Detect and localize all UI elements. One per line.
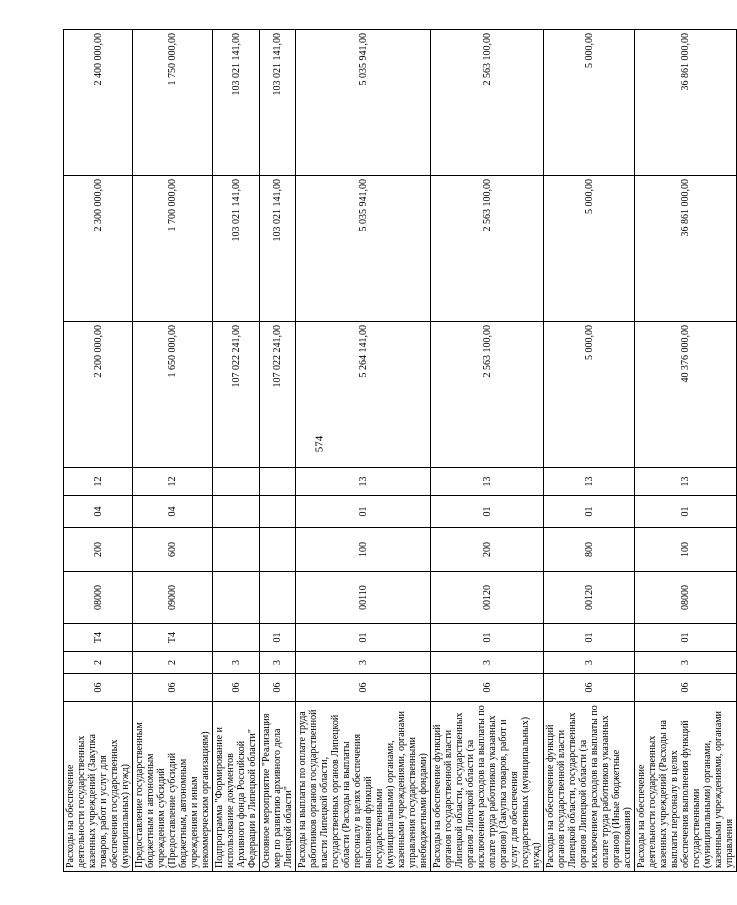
table-row <box>213 30 260 872</box>
code-direction: 08000 <box>64 572 133 624</box>
row-description: Расходы на выплаты по оплате труда работников органов государственной власти Липецкой области, государственных органов Липецкой области (Расходы на выплаты персоналу в целях обеспечения выполнения функций государственными (муниципальными) органами, казенными учреждениями, органами управления государственными внебюджетными фондами) <box>296 702 431 872</box>
code-program: 06 <box>213 674 260 702</box>
table-row <box>635 30 737 872</box>
table-row <box>431 30 544 872</box>
amount-year-2: 36 861 000,00 <box>635 176 737 322</box>
amount-year-2: 1 700 000,00 <box>133 176 213 322</box>
table-row <box>64 30 133 872</box>
code-event: 01 <box>260 624 296 652</box>
row-description: Предоставление государственным бюджетным и автономным учреждениям субсидий (Предоставление субсидий бюджетным, автономным учреждениям и иным некоммерческим организациям) <box>133 702 213 872</box>
amount-year-3: 1 750 000,00 <box>133 30 213 176</box>
amount-year-1: 5 264 141,00 <box>296 322 431 468</box>
amount-year-1: 107 022 241,00 <box>213 322 260 468</box>
code-program: 06 <box>64 674 133 702</box>
row-description: Расходы на обеспечение функций органов государственной власти Липецкой области, государственных органов Липецкой области (за исключением расходов на выплаты по оплате труда работников указанных органов) (Закупка товаров, работ и услуг для обеспечения государственных (муниципальных) нужд) <box>431 702 544 872</box>
table-row <box>260 30 296 872</box>
code-program: 06 <box>431 674 544 702</box>
code-section: 01 <box>431 496 544 528</box>
row-description: Подпрограмма "Формирование и использование документов Архивного фонда Российской Федерации в Липецкой области" <box>213 702 260 872</box>
code-direction <box>260 572 296 624</box>
code-program: 06 <box>544 674 635 702</box>
rotated-table-area <box>63 30 735 872</box>
code-section: 04 <box>133 496 213 528</box>
row-description: Расходы на обеспечение деятельности государственных казенных учреждений (Расходы на выплаты персоналу в целях обеспечения выполнения функций государственными (муниципальными) органами, казенными учреждениями, органами управления <box>635 702 737 872</box>
table-row <box>544 30 635 872</box>
amount-year-2: 103 021 141,00 <box>260 176 296 322</box>
amount-year-3: 103 021 141,00 <box>213 30 260 176</box>
code-subprogram: 3 <box>213 652 260 674</box>
code-expense-type: 800 <box>544 528 635 572</box>
page-number: 574 <box>313 435 326 453</box>
row-description: Основное мероприятие "Реализация мер по развитию архивного дела Липецкой области" <box>260 702 296 872</box>
code-program: 06 <box>133 674 213 702</box>
table-body <box>64 30 737 872</box>
code-subsection: 12 <box>133 468 213 496</box>
code-subprogram: 3 <box>431 652 544 674</box>
code-section: 01 <box>296 496 431 528</box>
amount-year-3: 36 861 000,00 <box>635 30 737 176</box>
amount-year-3: 2 563 100,00 <box>431 30 544 176</box>
code-subsection: 13 <box>296 468 431 496</box>
amount-year-2: 2 563 100,00 <box>431 176 544 322</box>
code-event: Т4 <box>133 624 213 652</box>
code-section <box>260 496 296 528</box>
code-subsection <box>260 468 296 496</box>
code-subsection: 13 <box>431 468 544 496</box>
amount-year-3: 2 400 000,00 <box>64 30 133 176</box>
amount-year-1: 2 200 000,00 <box>64 322 133 468</box>
code-subsection: 13 <box>544 468 635 496</box>
code-expense-type: 100 <box>296 528 431 572</box>
code-event <box>213 624 260 652</box>
table-wrap <box>63 30 735 872</box>
amount-year-1: 2 563 100,00 <box>431 322 544 468</box>
code-program: 06 <box>260 674 296 702</box>
code-event: Т4 <box>64 624 133 652</box>
row-description: Расходы на обеспечение деятельности государственных казенных учреждений (Закупка товаров, работ и услуг для обеспечения государственных (муниципальных) нужд) <box>64 702 133 872</box>
budget-table <box>63 29 737 872</box>
amount-year-1: 1 650 000,00 <box>133 322 213 468</box>
code-subsection <box>213 468 260 496</box>
code-section: 04 <box>64 496 133 528</box>
amount-year-3: 103 021 141,00 <box>260 30 296 176</box>
code-event: 01 <box>544 624 635 652</box>
code-event: 01 <box>431 624 544 652</box>
code-expense-type: 600 <box>133 528 213 572</box>
table-row <box>133 30 213 872</box>
code-expense-type <box>213 528 260 572</box>
code-expense-type: 200 <box>64 528 133 572</box>
code-event: 01 <box>296 624 431 652</box>
code-expense-type: 100 <box>635 528 737 572</box>
amount-year-1: 107 022 241,00 <box>260 322 296 468</box>
code-direction: 08000 <box>635 572 737 624</box>
code-section <box>213 496 260 528</box>
code-subprogram: 3 <box>260 652 296 674</box>
code-program: 06 <box>296 674 431 702</box>
code-direction: 00120 <box>431 572 544 624</box>
code-subsection: 13 <box>635 468 737 496</box>
code-subprogram: 3 <box>296 652 431 674</box>
code-direction: 00120 <box>544 572 635 624</box>
amount-year-2: 103 021 141,00 <box>213 176 260 322</box>
amount-year-1: 5 000,00 <box>544 322 635 468</box>
code-subprogram: 3 <box>544 652 635 674</box>
code-expense-type: 200 <box>431 528 544 572</box>
code-direction <box>213 572 260 624</box>
code-program: 06 <box>635 674 737 702</box>
amount-year-2: 2 300 000,00 <box>64 176 133 322</box>
code-subprogram: 3 <box>635 652 737 674</box>
code-direction: 09000 <box>133 572 213 624</box>
amount-year-1: 40 376 000,00 <box>635 322 737 468</box>
code-subsection: 12 <box>64 468 133 496</box>
code-direction: 00110 <box>296 572 431 624</box>
code-expense-type <box>260 528 296 572</box>
amount-year-3: 5 035 941,00 <box>296 30 431 176</box>
table-row <box>296 30 431 872</box>
code-subprogram: 2 <box>133 652 213 674</box>
amount-year-2: 5 000,00 <box>544 176 635 322</box>
code-section: 01 <box>635 496 737 528</box>
code-event: 01 <box>635 624 737 652</box>
amount-year-2: 5 035 941,00 <box>296 176 431 322</box>
code-subprogram: 2 <box>64 652 133 674</box>
row-description: Расходы на обеспечение функций органов государственной власти Липецкой области, государственных органов Липецкой области (за исключением расходов на выплаты по оплате труда работников указанных органов) (Иные бюджетные ассигнования) <box>544 702 635 872</box>
amount-year-3: 5 000,00 <box>544 30 635 176</box>
code-section: 01 <box>544 496 635 528</box>
